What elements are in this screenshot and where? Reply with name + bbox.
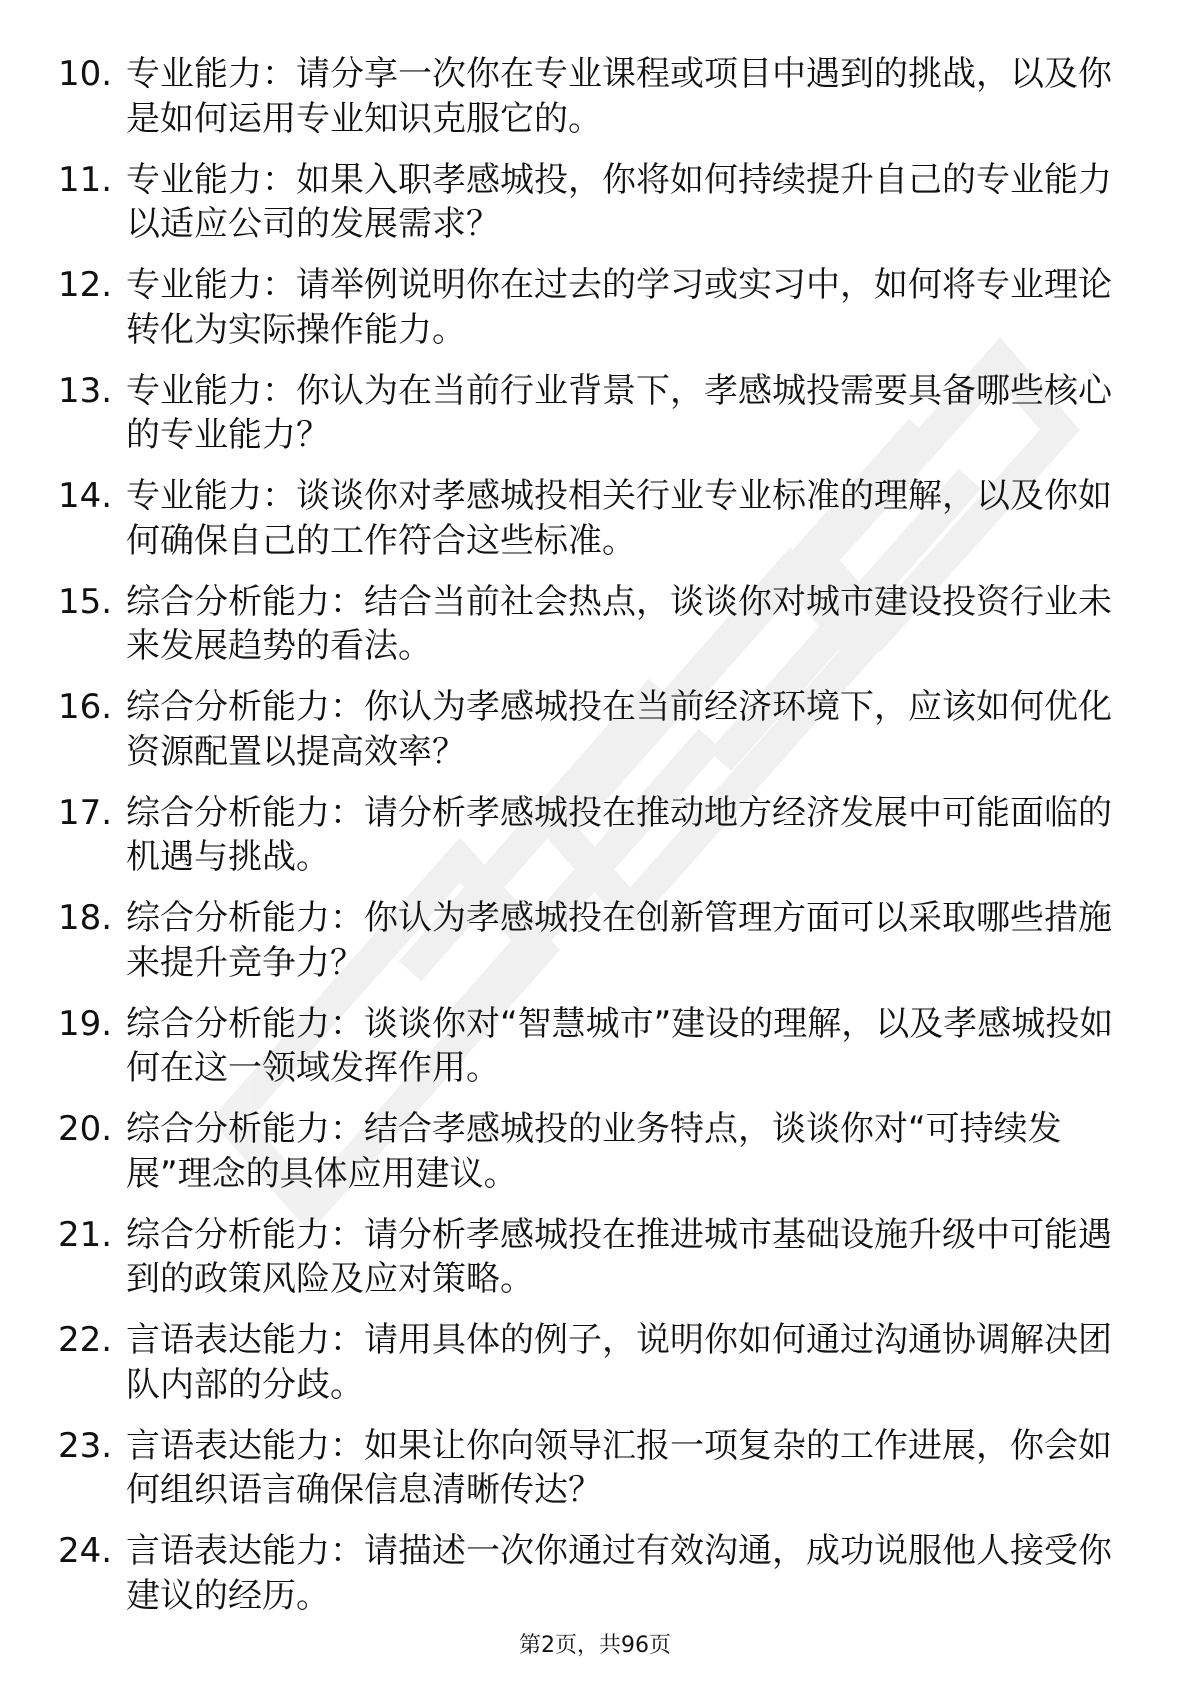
question-number: 17. [58, 792, 113, 833]
question-number: 16. [58, 687, 113, 727]
question-item [58, 1002, 1128, 1091]
question-number: 11. [58, 159, 113, 200]
question-text: 专业能力：如果入职孝感城投，你将如何持续提升自己的专业能力以适应公司的发展需求？ [126, 159, 1112, 244]
question-text: 综合分析能力：你认为孝感城投在当前经济环境下，应该如何优化资源配置以提高效率？ [126, 687, 1112, 772]
question-item [58, 263, 1128, 352]
question-text: 综合分析能力：谈谈你对“智慧城市”建设的理解，以及孝感城投如何在这一领域发挥作用。 [126, 1003, 1114, 1088]
question-text: 综合分析能力：请分析孝感城投在推动地方经济发展中可能面临的机遇与挑战。 [126, 792, 1112, 877]
question-item [58, 896, 1128, 985]
question-item [58, 791, 1128, 880]
question-number: 20. [58, 1109, 113, 1149]
question-list [58, 52, 1128, 1635]
question-number: 15. [58, 581, 113, 622]
question-number: 22. [58, 1320, 113, 1360]
question-number: 13. [58, 370, 113, 411]
question-item [58, 52, 1128, 141]
question-item [58, 1529, 1128, 1618]
question-text: 综合分析能力：结合当前社会热点，谈谈你对城市建设投资行业未来发展趋势的看法。 [126, 581, 1112, 666]
page-footer [0, 1632, 1190, 1660]
question-text: 综合分析能力：你认为孝感城投在创新管理方面可以采取哪些措施来提升竞争力？ [126, 898, 1112, 983]
question-number: 23. [58, 1425, 113, 1466]
question-item [58, 1213, 1128, 1302]
page-number-label: 第2页，共96页 [519, 1633, 671, 1658]
question-text: 综合分析能力：结合孝感城投的业务特点，谈谈你对“可持续发展”理念的具体应用建议。 [126, 1109, 1062, 1194]
question-text: 专业能力：请分享一次你在专业课程或项目中遇到的挑战，以及你是如何运用专业知识克服它的。 [126, 54, 1112, 139]
question-text: 综合分析能力：请分析孝感城投在推进城市基础设施升级中可能遇到的政策风险及应对策略。 [126, 1214, 1112, 1299]
question-item [58, 1107, 1128, 1196]
question-text: 言语表达能力：如果让你向领导汇报一项复杂的工作进展，你会如何组织语言确保信息清晰传达？ [126, 1425, 1112, 1510]
question-number: 10. [58, 54, 113, 94]
question-text: 专业能力：请举例说明你在过去的学习或实习中，如何将专业理论转化为实际操作能力。 [126, 265, 1112, 350]
question-item [58, 685, 1128, 774]
question-number: 14. [58, 476, 113, 516]
question-number: 12. [58, 265, 113, 305]
question-item [58, 580, 1128, 669]
question-number: 21. [58, 1214, 113, 1255]
question-text: 言语表达能力：请用具体的例子，说明你如何通过沟通协调解决团队内部的分歧。 [126, 1320, 1112, 1405]
question-number: 19. [58, 1003, 113, 1044]
question-number: 24. [58, 1531, 113, 1571]
question-item [58, 158, 1128, 247]
question-text: 专业能力：你认为在当前行业背景下，孝感城投需要具备哪些核心的专业能力？ [126, 370, 1112, 455]
question-text: 专业能力：谈谈你对孝感城投相关行业专业标准的理解，以及你如何确保自己的工作符合这些标准。 [126, 476, 1112, 561]
question-item [58, 369, 1128, 458]
question-text: 言语表达能力：请描述一次你通过有效沟通，成功说服他人接受你建议的经历。 [126, 1531, 1112, 1616]
question-number: 18. [58, 898, 113, 938]
question-item [58, 1424, 1128, 1513]
question-item [58, 1318, 1128, 1407]
question-item [58, 474, 1128, 563]
